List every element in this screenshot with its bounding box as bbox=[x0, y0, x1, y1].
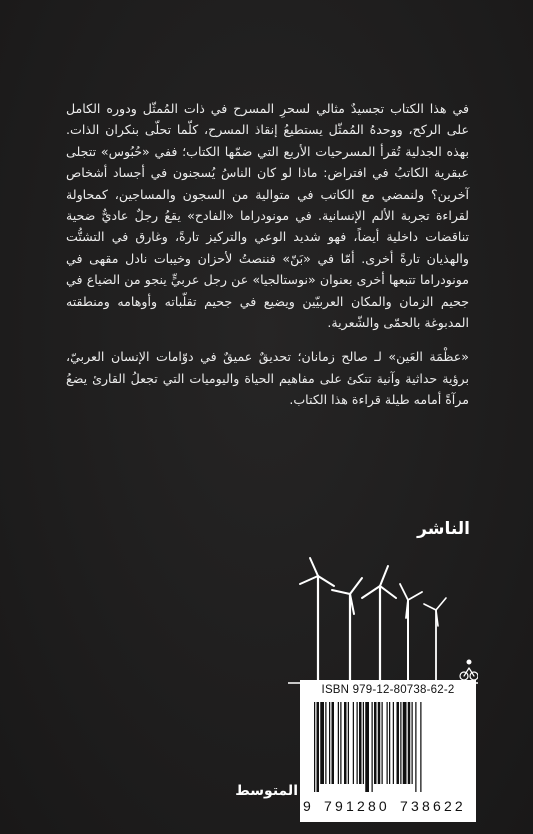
barcode-bar bbox=[320, 702, 324, 784]
barcode-bar bbox=[408, 702, 411, 784]
barcode-icon bbox=[312, 702, 470, 792]
barcode-bar bbox=[317, 702, 320, 792]
barcode-bar bbox=[415, 702, 416, 792]
barcode-bar bbox=[338, 702, 339, 784]
blurb-paragraph-2: «عظْمَة العَين» لـ صالح زمانان؛ تحديقٌ عميقٌ في دوّامات الإنسان العربيّ، برؤية حداثية وآنية تتكئ على مفاهيم الحياة واليوميات التي تجعلُ القارئ يضعُ مرآةً أمامه طيلة قراءة هذا الكتاب. bbox=[66, 349, 469, 408]
barcode-bar bbox=[400, 702, 401, 784]
wind-turbines-icon bbox=[288, 556, 478, 686]
barcode-bar bbox=[372, 702, 373, 792]
barcode-bar bbox=[344, 702, 347, 784]
barcode-bar bbox=[365, 702, 369, 792]
barcode-bar bbox=[314, 702, 315, 792]
publisher-logo: المتوسط bbox=[235, 783, 298, 799]
barcode-bar bbox=[393, 702, 394, 784]
barcode-bar bbox=[340, 702, 341, 784]
barcode-bar bbox=[353, 702, 354, 784]
barcode-bar bbox=[412, 702, 413, 784]
barcode-bar bbox=[389, 702, 390, 784]
barcode-bar bbox=[378, 702, 381, 784]
barcode-bar bbox=[382, 702, 383, 784]
barcode-bar bbox=[348, 702, 349, 784]
blurb-paragraph-1: في هذا الكتاب تجسيدٌ مثالي لسحرِ المسرح في ذات المُمثّل ودوره الكامل على الركح، ووحدهُ المُمثّل يستطيعُ إنقاذ المسرح، كلّما تحلّى بنكران الذات. بهذه الجدلية تُقرأ المسرحيات الأربع التي ضمّها الكتاب؛ ففي «حُبُوس» تتجلى عبقرية الكاتبُ في افتراض: ماذا لو كان الناسُ يُسجنون في أجساد أشخاص آخرين؟ ولنمضي مع الكاتب في متوالية من السجون والمساجين، كمحاولة لقراءة تجربة الألم الإنسانية. في مونودراما «الفادح» يقعُ رجلٌ عاديٌّ ضحية تناقضات داخلية أيضاً، فهو شديد الوعي والتركيز تارةً، وغارق في التشتُّت والهذيان تارةً أخرى. أمّا في «بَنّ» فننصتُ لأحزان وخيبات نادل مقهى في مونودراما تتبعها أخرى بعنوان «نوستالجيا» عن رجل عربيٍّ ينجو من الضياع في جحيم الزمان والمكان العربيّين ويضيع في جحيم تقلّباته وأوهامه ومنطقته المدبوغة بالحمّى والشّعرية. bbox=[66, 101, 469, 331]
barcode-bar bbox=[420, 702, 421, 792]
barcode-bar bbox=[374, 702, 377, 784]
blurb-text bbox=[66, 98, 469, 424]
barcode-digit-first: 9 bbox=[303, 798, 311, 814]
isbn-number: ISBN 979-12-80738-62-2 bbox=[321, 684, 455, 696]
barcode-bar bbox=[357, 702, 358, 784]
barcode-digits-group-2: 738622 bbox=[400, 798, 466, 814]
barcode-digits-group-1: 791280 bbox=[324, 798, 390, 814]
isbn-barcode-box bbox=[300, 680, 476, 822]
barcode-bar bbox=[329, 702, 330, 784]
barcode-bar bbox=[325, 702, 326, 784]
barcode-bar bbox=[403, 702, 407, 784]
barcode-bar bbox=[359, 702, 362, 784]
barcode-bar bbox=[332, 702, 335, 784]
barcode-bar bbox=[387, 702, 388, 784]
publisher-label: الناشر bbox=[417, 519, 470, 539]
barcode-bar bbox=[397, 702, 400, 784]
barcode-bar bbox=[363, 702, 364, 784]
